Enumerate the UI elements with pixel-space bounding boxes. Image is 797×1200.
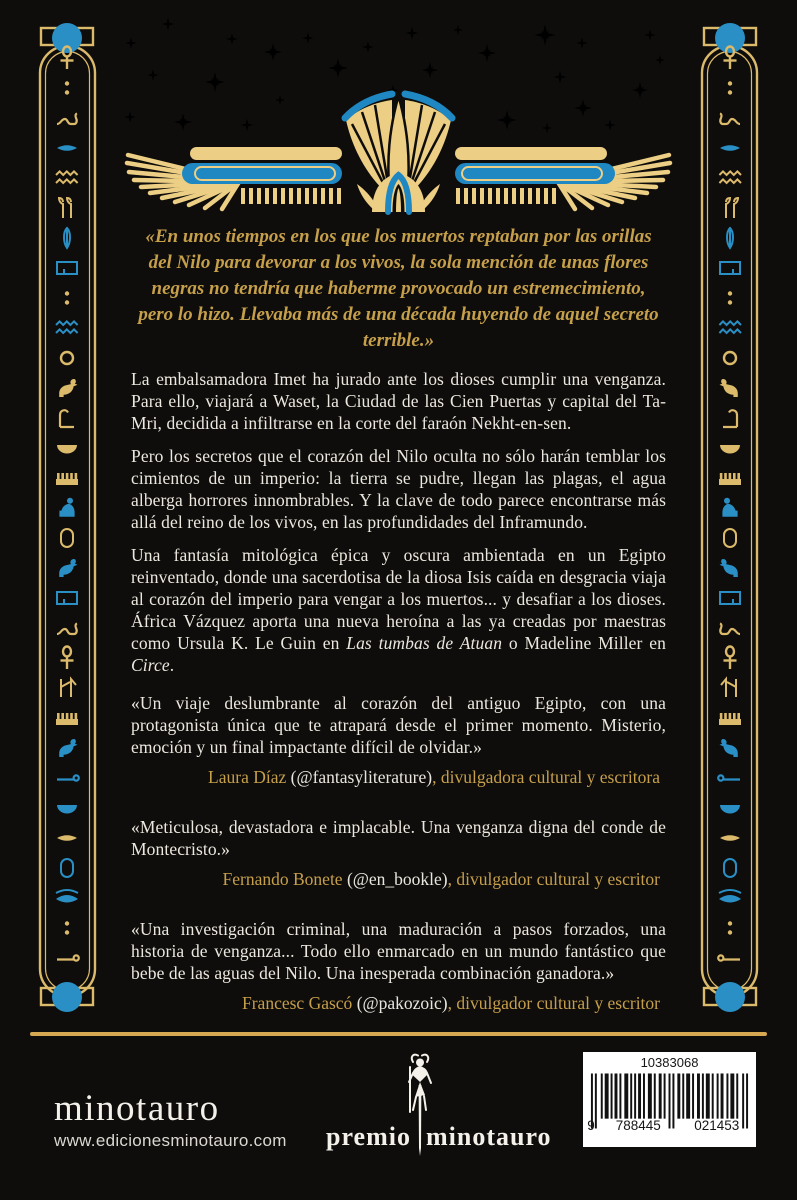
synopsis-paragraph-1: La embalsamadora Imet ha jurado ante los dioses cumplir una venganza. Para ello, viajará a Waset, la Ciudad de las Cien Puertas y capital del Ta-Mri, decidida a infiltrarse en la corte del faraón Nekht-en-sen. bbox=[131, 369, 666, 433]
award-word-premio: premio bbox=[326, 1122, 411, 1151]
synopsis-paragraph-3 bbox=[131, 544, 666, 676]
synopsis-text: o Madeline Miller en bbox=[502, 633, 666, 653]
referenced-book-title: Las tumbas de Atuan bbox=[346, 633, 503, 653]
review-quote: «Un viaje deslumbrante al corazón del antiguo Egipto, con una protagonista única que te atrapará desde el primer momento. Misterio, emoción y un final impactante difícil de olvidar.» bbox=[131, 693, 666, 757]
review-quote: «Una investigación criminal, una maduración a pasos forzados, una historia de venganza... Todo ello enmarcado en un mundo fantástico que bebe de las aguas del Nilo. Una inesperada combinación ganadora.» bbox=[131, 919, 666, 983]
reviewer-handle: (@pakozoic) bbox=[356, 993, 448, 1013]
reviewer-role: , divulgador cultural y escritor bbox=[447, 869, 660, 889]
isbn-number bbox=[583, 1118, 756, 1133]
reviewer-name: Fernando Bonete bbox=[222, 869, 347, 889]
review-3 bbox=[131, 918, 666, 1014]
synopsis-text: . bbox=[169, 655, 175, 675]
reviewer-role: , divulgadora cultural y escritora bbox=[432, 767, 660, 787]
winged-lotus-emblem bbox=[127, 94, 670, 212]
back-cover-text bbox=[131, 224, 666, 1014]
synopsis-text: Una fantasía mitológica épica y oscura ambientada en un Egipto reinventado, donde una sacerdotisa de la diosa Isis caída en desgracia viaja al corazón del imperio para vengar a los muertos... y desafiar a los dioses. África Vázquez aporta una nueva heroína a las ya creadas por maestras como Ursula K. Le Guin en bbox=[131, 545, 666, 653]
isbn-digit-group: 788445 bbox=[615, 1118, 661, 1133]
barcode-number: 10383068 bbox=[640, 1055, 699, 1070]
minotauro-wordmark: minotauro bbox=[54, 1088, 220, 1129]
hieroglyph-border-left bbox=[40, 23, 95, 1012]
reviewer-handle: (@en_bookle) bbox=[346, 869, 448, 889]
lotus-icon bbox=[345, 94, 452, 212]
wing-right-icon bbox=[455, 147, 670, 209]
isbn-digit-group: 021453 bbox=[694, 1118, 740, 1133]
hieroglyph-border-right bbox=[702, 23, 757, 1012]
review-1 bbox=[131, 692, 666, 788]
review-quote: «Meticulosa, devastadora e implacable. Una venganza digna del conde de Montecristo.» bbox=[131, 817, 666, 859]
barcode bbox=[583, 1052, 756, 1147]
isbn-digit-group: 9 bbox=[587, 1118, 595, 1133]
reviewer-name: Francesc Gascó bbox=[242, 993, 357, 1013]
referenced-book-title: Circe bbox=[131, 655, 170, 675]
publisher-url: www.edicionesminotauro.com bbox=[54, 1131, 287, 1150]
review-attribution bbox=[131, 766, 666, 788]
review-attribution bbox=[131, 992, 666, 1014]
review-attribution bbox=[131, 868, 666, 890]
wing-left-icon bbox=[127, 147, 342, 209]
gold-divider-rule bbox=[30, 1032, 767, 1036]
reviewer-name: Laura Díaz bbox=[208, 767, 291, 787]
review-2 bbox=[131, 816, 666, 890]
pull-quote: «En unos tiempos en los que los muertos reptaban por las orillas del Nilo para devorar a los vivos, la sola mención de unas flores negras no tendría que haberme provocado un estremecimiento, pero lo hizo. Llevaba más de una década huyendo de aquel secreto terrible.» bbox=[138, 226, 659, 351]
reviewer-role: , divulgador cultural y escritor bbox=[447, 993, 660, 1013]
reviewer-handle: (@fantasyliterature) bbox=[290, 767, 433, 787]
premio-minotauro-logo bbox=[320, 1048, 560, 1164]
award-word-minotauro: minotauro bbox=[426, 1122, 552, 1151]
synopsis-paragraph-2: Pero los secretos que el corazón del Nilo oculta no sólo harán temblar los cimientos de un imperio: la tierra se pudre, llegan las plagas, el agua alberga horrores innombrables. Y la clave de todo parece encontrarse más allá del reino de los vivos, en las profundidades del Inframundo. bbox=[131, 446, 666, 532]
